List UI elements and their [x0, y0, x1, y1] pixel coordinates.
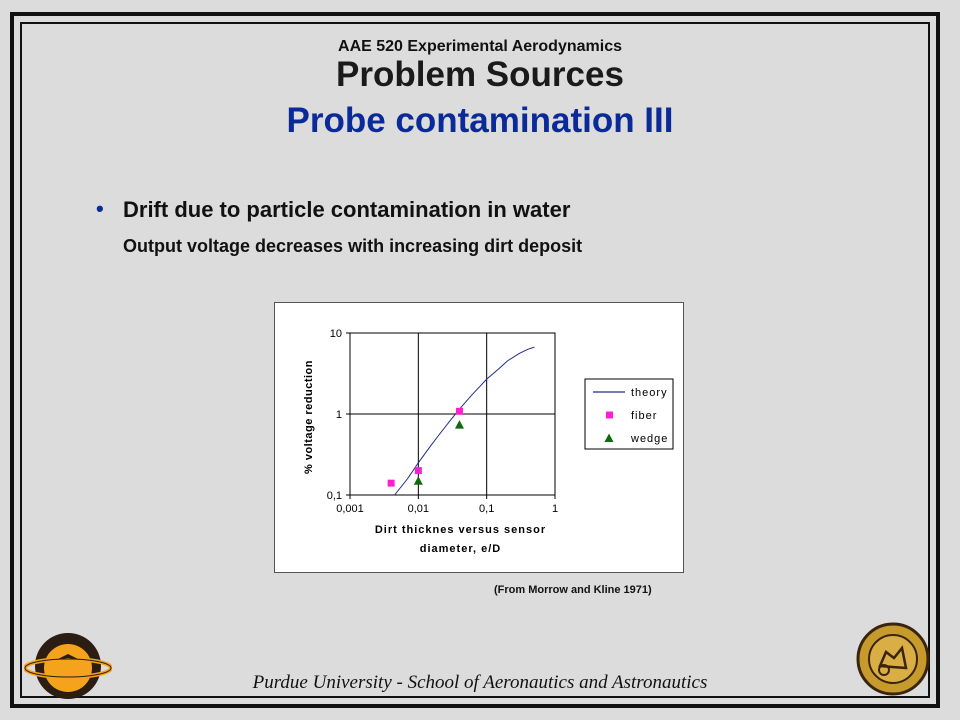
bullet-subtext: Output voltage decreases with increasing dirt deposit: [123, 236, 583, 256]
bullet-text: Drift due to particle contamination in water: [123, 197, 571, 222]
voltage-reduction-chart: [275, 303, 683, 572]
y-axis-label: % voltage reduction: [303, 359, 315, 475]
slide-title: Problem Sources: [336, 55, 624, 94]
fiber-point: [415, 467, 422, 474]
x-tick-label: 1: [551, 503, 559, 515]
course-title: AAE 520 Experimental Aerodynamics: [338, 38, 622, 55]
chart-source-note: (From Morrow and Kline 1971): [494, 584, 652, 596]
y-tick-label: 1: [335, 409, 342, 421]
x-axis-label-line2: diameter, e/D: [419, 543, 502, 555]
x-tick-label: 0,01: [407, 503, 430, 515]
fiber-point: [388, 480, 395, 487]
legend-fiber-label: fiber: [631, 410, 658, 422]
x-axis-label: Dirt thicknes versus sensor: [374, 524, 547, 536]
legend-wedge-label: wedge: [631, 433, 669, 445]
footer-text: Purdue University - School of Aeronautics and Astronautics: [252, 672, 708, 693]
chart-container: [274, 302, 684, 573]
fiber-point: [456, 408, 463, 415]
legend-fiber-swatch: [606, 412, 613, 419]
x-tick-label: 0,001: [336, 503, 364, 515]
x-tick-label: 0,1: [479, 503, 495, 515]
y-tick-label: 0,1: [326, 490, 342, 502]
y-tick-label: 10: [329, 328, 342, 340]
bullet-icon: •: [96, 196, 104, 221]
slide-subtitle: Probe contamination III: [286, 101, 674, 140]
legend-theory-label: theory: [631, 387, 668, 399]
